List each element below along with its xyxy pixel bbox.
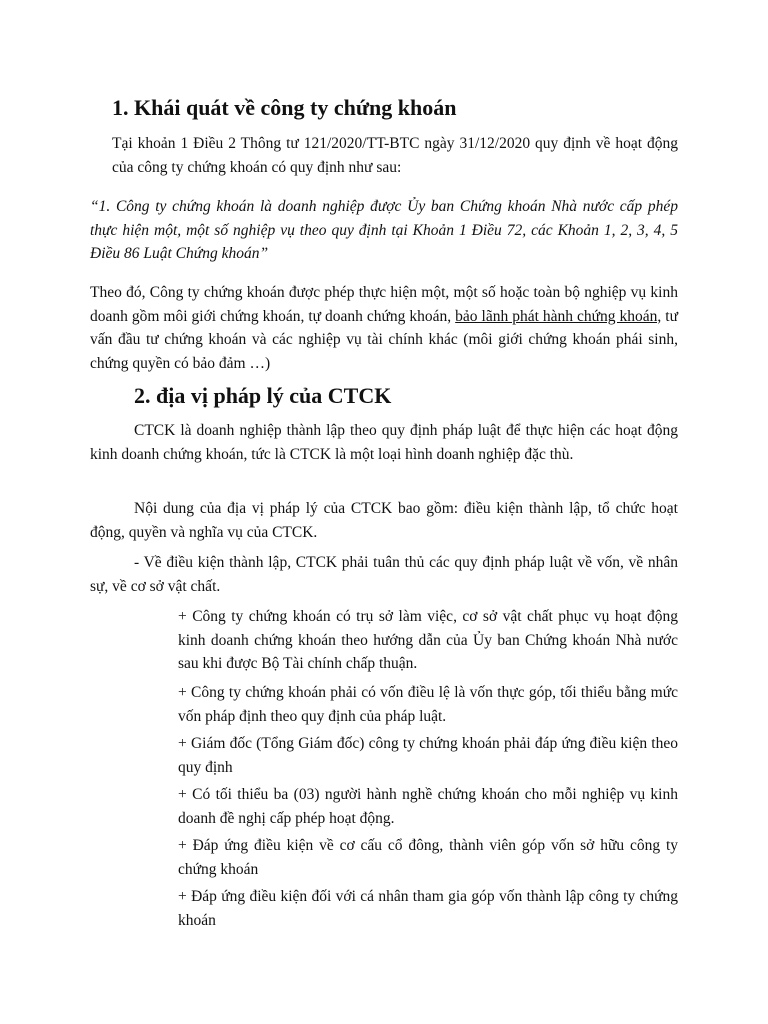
list-item: + Công ty chứng khoán có trụ sở làm việc, cơ sở vật chất phục vụ hoạt động kinh doanh chứng khoán theo hướng dẫn của Ủy ban Chứng khoán Nhà nước sau khi được Bộ Tài chính chấp thuận. [178,608,678,672]
section-2-paragraph-3: - Về điều kiện thành lập, CTCK phải tuân thủ các quy định pháp luật về vốn, về nhân sự, về cơ sở vật chất. [90,554,678,595]
list-item: + Giám đốc (Tổng Giám đốc) công ty chứng khoán phải đáp ứng điều kiện theo quy định [178,735,678,776]
list-item: + Đáp ứng điều kiện về cơ cấu cổ đông, thành viên góp vốn sở hữu công ty chứng khoán [178,837,678,878]
section-1-intro: Tại khoản 1 Điều 2 Thông tư 121/2020/TT-BTC ngày 31/12/2020 quy định về hoạt động của công ty chứng khoán có quy định như sau: [112,135,678,176]
section-2-paragraph-1: CTCK là doanh nghiệp thành lập theo quy định pháp luật để thực hiện các hoạt động kinh doanh chứng khoán, tức là CTCK là một loại hình doanh nghiệp đặc thù. [90,422,678,463]
section-2-heading: 2. địa vị pháp lý của CTCK [134,383,392,408]
section-2-paragraph-2: Nội dung của địa vị pháp lý của CTCK bao gồm: điều kiện thành lập, tổ chức hoạt động, quyền và nghĩa vụ của CTCK. [90,500,678,541]
section-1-paragraph [90,281,678,375]
underguaranteed-issuance-link[interactable]: bảo lãnh phát hành chứng khoán, [455,307,662,325]
list-item: + Có tối thiểu ba (03) người hành nghề chứng khoán cho mỗi nghiệp vụ kinh doanh đề nghị cấp phép hoạt động. [178,786,678,827]
legal-quote: “1. Công ty chứng khoán là doanh nghiệp được Ủy ban Chứng khoán Nhà nước cấp phép thực hiện một, một số nghiệp vụ theo quy định tại Khoản 1 Điều 72, các Khoản 1, 2, 3, 4, 5 Điều 86 Luật Chứng khoán” [90,198,678,262]
list-item: + Đáp ứng điều kiện đối với cá nhân tham gia góp vốn thành lập công ty chứng khoán [178,888,678,929]
paragraph-text-end: tư vấn đầu tư chứng khoán và các nghiệp vụ tài chính khác (môi giới chứng khoán phái sinh, chứng quyền có bảo đảm …) [90,307,678,372]
list-item: + Công ty chứng khoán phải có vốn điều lệ là vốn thực góp, tối thiểu bằng mức vốn pháp định theo quy định của pháp luật. [178,684,678,725]
section-1-heading: 1. Khái quát về công ty chứng khoán [112,95,457,120]
paragraph-text-start: Theo đó, Công ty chứng khoán được phép thực hiện một, một số hoặc toàn bộ nghiệp vụ kinh doanh gồm môi giới chứng khoán, tự doanh chứng khoán, [90,284,678,325]
